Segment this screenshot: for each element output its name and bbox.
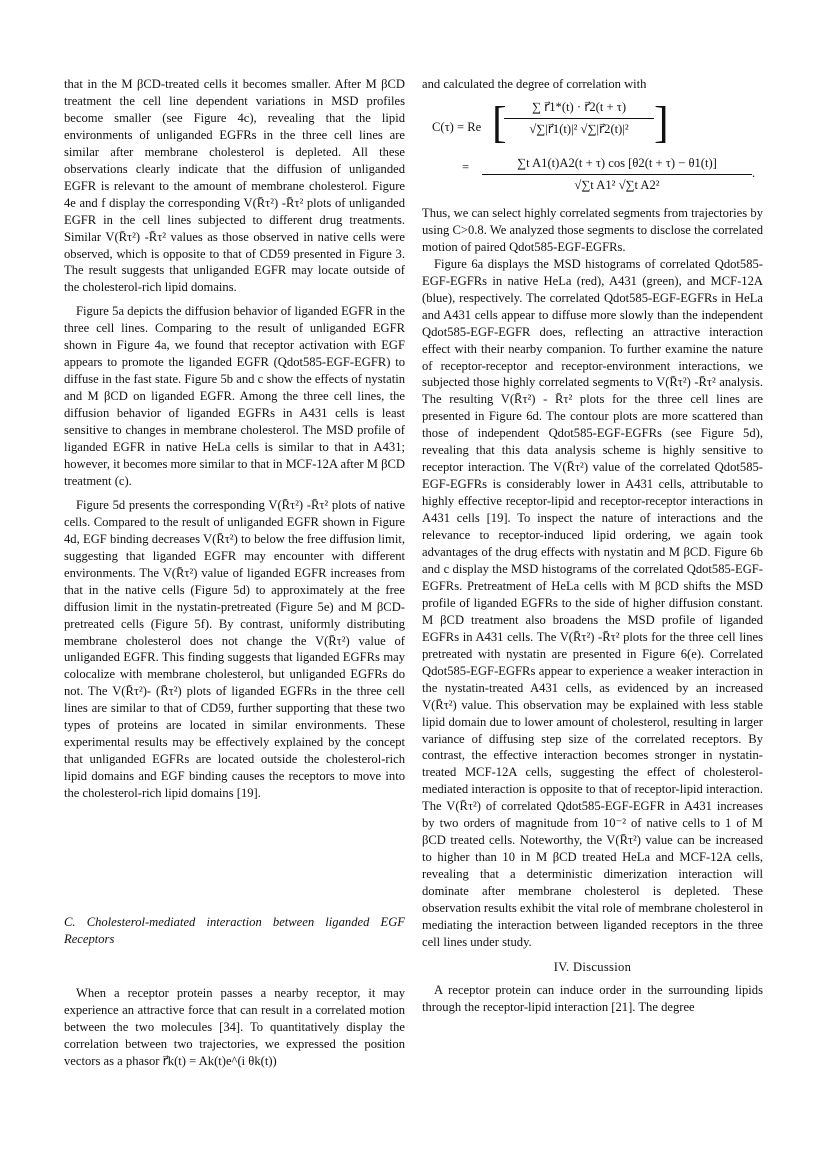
denominator-1: √∑|r⃗1(t)|² √∑|r⃗2(t)|² xyxy=(529,121,629,136)
paragraph: A receptor protein can induce order in the surrounding lipids through the receptor-lipid interaction [21]. The degree xyxy=(422,982,763,1014)
fraction-bar xyxy=(482,174,752,175)
paragraph: that in the M βCD-treated cells it becomes smaller. After M βCD treatment the cell line dependent variations in MSD profiles become smaller (see Figure 4c), revealing that the lipid environments of unliganded EGFRs in the three cell lines are similar after membrane cholesterol is depleted. All these observations clearly indicate that the diffusion of unliganded EGFR is relevant to the amount of membrane cholesterol. Figure 4e and f display the corresponding V(R̄τ²) -R̄τ² plots of unliganded EGFR in the cell lines subjected to different drug treatments. Similar V(R̄τ²) -R̄τ² values as those observed in native cells were observed, which is opposite to that of CD59 presented in Figure 3. The result suggests that unliganded EGFR may locate outside of the cholesterol-rich lipid domains. xyxy=(64,77,405,295)
equation-lhs: C(τ) = Re xyxy=(432,119,482,134)
equation-period: . xyxy=(752,165,756,180)
left-column xyxy=(64,76,405,1070)
paragraph: Figure 6a displays the MSD histograms of correlated Qdot585-EGF-EGFRs in native HeLa (red), A431 (green), and MCF-12A (blue), respectively. The correlated Qdot585-EGF-EGFRs in HeLa and A431 cells appear to diffuse more slowly than the independent Qdot585-EGF-EGFR does, reflecting an attractive interaction effect with their nearby companion. To further examine the nature of receptor-receptor and receptor-environment interactions, we subjected those highly correlated segments to V(R̄τ²) -R̄τ² analysis. The resulting V(R̄τ²) - R̄τ² plots for the three cell lines are presented in Figure 6d. The contour plots are more scattered than those of independent Qdot585-EGF-EGFRs (see Figure 5d), revealing that this data analysis scheme is highly sensitive to receptor interaction. The V(R̄τ²) value of the correlated Qdot585-EGF-EGFRs is considerably lower in A431 cells, attributable to highly effective receptor-lipid and receptor-receptor interactions in A431 cells [19]. To inspect the nature of interactions and the relevance to receptor-induced lipid ordering, we again took advantages of the drug effects with nystatin and M βCD. Figure 6b and c display the MSD histograms of the correlated Qdot585-EGF-EGFRs. Pretreatment of HeLa cells with M βCD shifts the MSD profile of liganded EGFRs to the side of higher diffusion constant. M βCD treatment also broadens the MSD profile of liganded EGFRs in A431 cells. The V(R̄τ²) -R̄τ² plots for the three cell lines pretreated with nystatin are presented in Figure 6(e). Correlated Qdot585-EGF-EGFRs appear to experience a weaker interaction in the nystatin-treated A431 cells, as evidenced by an increased V(R̄τ²) value. This observation may be explained with less stable lipid domain due to lower amount of cholesterol, resulting in larger variance of diffusing step size of the correlated receptors. By contrast, the effective interaction becomes stronger in nystatin-treated MCF-12A cells, suggesting the effect of cholesterol-mediated interaction is opposite to that of receptor-lipid interaction. The V(R̄τ²) of correlated Qdot585-EGF-EGFR in A431 increases by two orders of magnitude from 10⁻² of native cells to 1 of M βCD treated cells. Noteworthy, the V(R̄τ²) value can be increased to higher than 10 in M βCD treated HeLa and MCF-12A cells, revealing that a deterministic dimerization interaction will dominate after membrane cholesterol is depleted. These observation results exhibit the vital role of membrane cholesterol in mediating the interaction between liganded receptors in the three cell lines under study. xyxy=(422,256,763,949)
section-heading: IV. Discussion xyxy=(553,959,632,974)
paragraph: Figure 5a depicts the diffusion behavior of liganded EGFR in the three cell lines. Comparing to the result of unliganded EGFR shown in Figure 4a, we found that receptor activation with EGF appears to promote the liganded EGFR (Qdot585-EGF-EGFR) to diffuse in the fast state. Figure 5b and c show the effects of nystatin and M βCD on liganded EGFR. Among the three cell lines, the diffusion behavior of liganded EGFRs in A431 cells is least sensitive to changes in membrane cholesterol. The MSD profile of liganded EGFR in native HeLa cells is similar to that in A431; however, it becomes more similar to that in MCF-12A after M βCD treatment (c). xyxy=(64,304,405,488)
fraction-bar xyxy=(504,118,654,119)
equation-equals: = xyxy=(462,159,470,174)
paragraph: When a receptor protein passes a nearby receptor, it may experience an attractive force that can result in a correlated motion between the two molecules [34]. To quantitatively display the correlation between two trajectories, we expressed the position vectors as a phasor r⃗k(t) = Ak(t)e^(i θk(t)) xyxy=(64,985,405,1068)
bracket-right: ] xyxy=(654,97,669,147)
bracket-left: [ xyxy=(492,97,507,147)
paragraph: Figure 5d presents the corresponding V(R̄τ²) -R̄τ² plots of native cells. Compared to the result of unliganded EGFR shown in Figure 4d, EGF binding decreases V(R̄τ²) to below the free diffusion limit, suggesting that liganded EGFR may encounter with different environments. The V(R̄τ²) value of liganded EGFR increases from that in the native cells (Figure 5d) to approximately at the free diffusion limit in the nystatin-pretreated (Figure 5e) and M βCD-pretreated cells (Figure 5f). By contrast, uniformly distributing membrane cholesterol does not change the V(R̄τ²) value of unliganded EGFR. This finding suggests that liganded EGFRs may colocalize with membrane cholesterol, but unliganded EGFRs do not. The V(R̄τ²)- (R̄τ²) plots of liganded EGFRs in the three cell lines are similar to that of CD59, further supporting that these two types of proteins are located in similar environments. These experimental results may be effectively explained by the concept that unliganded EGFRs are located outside the cholesterol-rich lipid domains and EGF binding causes the receptors to move into the cholesterol-rich lipid domains [19]. xyxy=(64,497,405,801)
numerator-1: ∑ r⃗1*(t) · r⃗2(t + τ) xyxy=(531,99,627,114)
numerator-2: ∑t A1(t)A2(t + τ) cos [θ2(t + τ) − θ1(t)] xyxy=(517,155,717,170)
fraction-1 xyxy=(504,99,654,138)
correlation-equation xyxy=(422,99,763,199)
denominator-2: √∑t A1² √∑t A2² xyxy=(574,177,660,192)
fraction-2 xyxy=(482,155,752,194)
paragraph: and calculated the degree of correlation with xyxy=(422,77,647,91)
subsection-heading: C. Cholesterol-mediated interaction between liganded EGF Receptors xyxy=(64,915,405,946)
right-column xyxy=(422,76,763,1016)
paragraph: Thus, we can select highly correlated segments from trajectories by using C>0.8. We analyzed those segments to disclose the correlated motion of paired Qdot585-EGF-EGFRs. xyxy=(422,205,763,254)
